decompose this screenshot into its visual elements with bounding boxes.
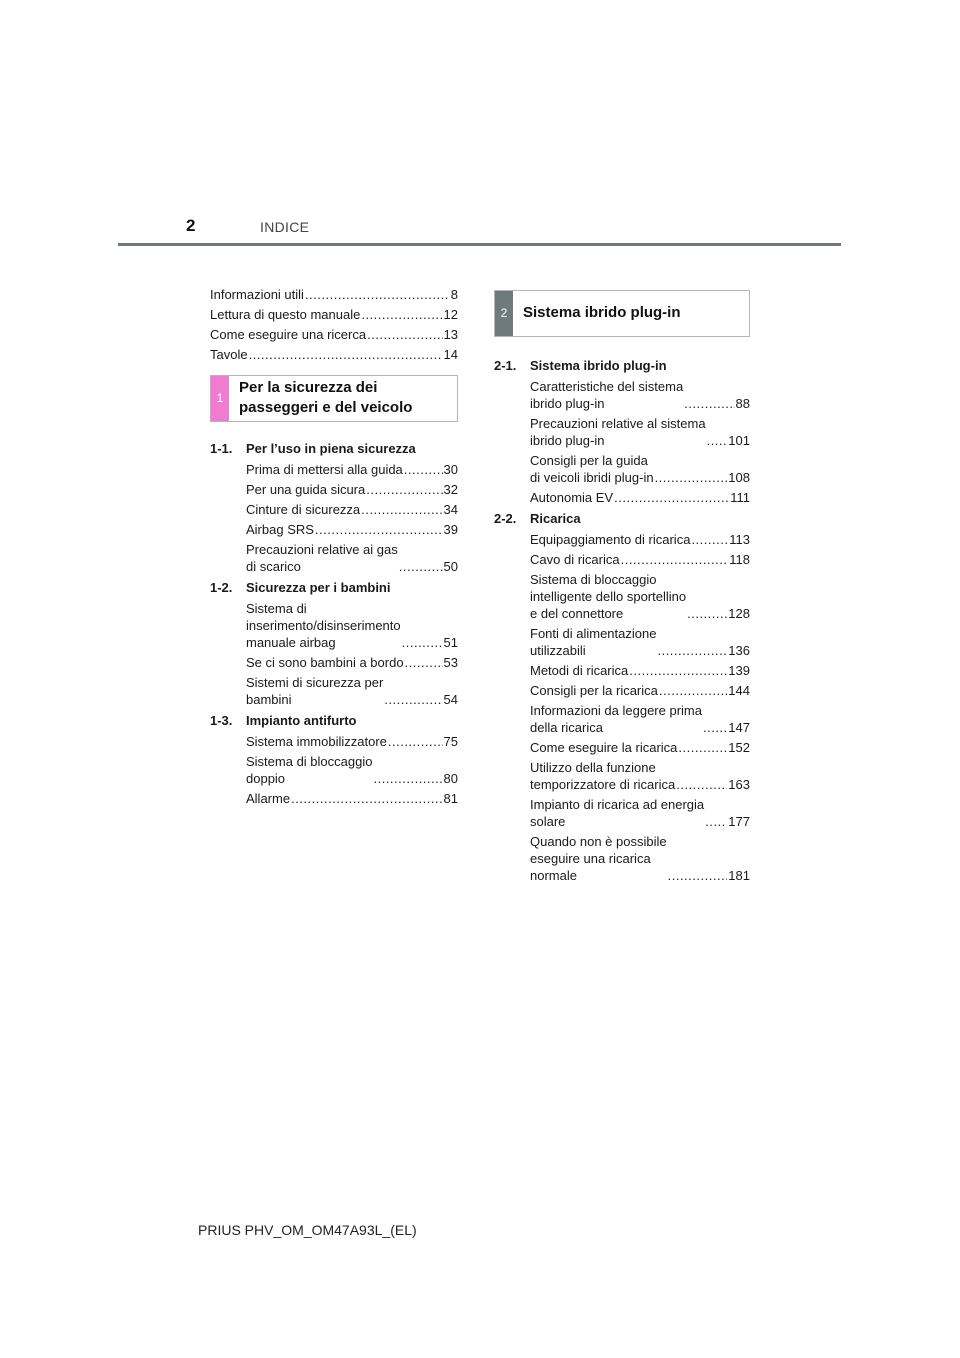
toc-entry-text: Precauzioni relative ai gas di scarico <box>246 542 398 574</box>
toc-entry[interactable] <box>246 521 458 538</box>
toc-leader-dots <box>629 662 727 679</box>
toc-entry-text: Informazioni da leggere prima della ricarica <box>530 703 702 735</box>
intro-list <box>210 286 458 363</box>
subsection-title: Sistema ibrido plug-in <box>530 358 667 373</box>
toc-entry-text: Metodi di ricarica <box>530 663 629 678</box>
toc-leader-dots <box>614 489 729 506</box>
toc-page-number: 128 <box>728 606 750 621</box>
toc-page-number: 50 <box>443 559 458 574</box>
subsection-items <box>210 600 458 708</box>
toc-entry[interactable] <box>530 739 750 756</box>
toc-entry-text: Sistema di bloccaggio doppio <box>246 754 373 786</box>
toc-page-number: 30 <box>443 462 458 477</box>
toc-entry[interactable] <box>530 452 750 486</box>
toc-leader-dots <box>404 461 443 478</box>
toc-entry[interactable] <box>530 796 750 830</box>
section-2-header[interactable] <box>494 290 750 337</box>
toc-page-number: 80 <box>443 771 458 786</box>
subsection-heading[interactable] <box>494 510 750 527</box>
toc-leader-dots <box>305 286 450 303</box>
toc-entry-text: Come eseguire la ricarica <box>530 740 678 755</box>
toc-leader-dots <box>249 346 443 363</box>
toc-leader-dots <box>676 776 727 793</box>
footer-code: PRIUS PHV_OM_OM47A93L_(EL) <box>198 1222 417 1238</box>
toc-leader-dots <box>402 634 443 651</box>
toc-page-number: 136 <box>728 643 750 658</box>
toc-entry[interactable] <box>530 833 750 884</box>
toc-page-number: 75 <box>443 734 458 749</box>
toc-entry[interactable] <box>530 415 750 449</box>
section-1-title: Per la sicurezza dei passeggeri e del veicolo <box>239 379 413 416</box>
toc-page-number: 8 <box>450 287 458 302</box>
toc-entry-text: Utilizzo della funzione temporizzatore di ricarica <box>530 760 676 792</box>
toc-page-number: 81 <box>443 791 458 806</box>
toc-entry[interactable] <box>530 662 750 679</box>
toc-page-number: 144 <box>728 683 750 698</box>
toc-page-number: 12 <box>443 307 458 322</box>
toc-leader-dots <box>399 558 443 575</box>
subsection-number: 1-3. <box>210 713 233 728</box>
toc-entry-text: Per una guida sicura <box>246 482 366 497</box>
subsection-items <box>494 531 750 884</box>
toc-entry-text: Sistema immobilizzatore <box>246 734 387 749</box>
toc-entry-text: Equipaggiamento di ricarica <box>530 532 691 547</box>
subsection-title: Ricarica <box>530 511 581 526</box>
toc-entry[interactable] <box>246 600 458 651</box>
toc-leader-dots <box>684 395 734 412</box>
subsection-heading[interactable] <box>494 357 750 374</box>
subsection-heading[interactable] <box>210 712 458 729</box>
toc-entry-text: Sistema di inserimento/disinserimento manuale airbag <box>246 601 401 650</box>
page-title: INDICE <box>260 219 310 235</box>
toc-leader-dots <box>366 481 442 498</box>
section-2-title: Sistema ibrido plug-in <box>523 304 681 321</box>
toc-page-number: 51 <box>443 635 458 650</box>
toc-page-number: 111 <box>730 490 750 505</box>
toc-leader-dots <box>691 531 728 548</box>
subsection-heading[interactable] <box>210 440 458 457</box>
toc-page-number: 163 <box>728 777 750 792</box>
toc-page-number: 34 <box>443 502 458 517</box>
section-2-tab: 2 <box>495 291 513 336</box>
toc-entry[interactable] <box>246 541 458 575</box>
toc-entry[interactable] <box>246 733 458 750</box>
toc-entry[interactable] <box>246 674 458 708</box>
toc-entry-text: Lettura di questo manuale <box>210 307 361 322</box>
toc-entry[interactable] <box>530 682 750 699</box>
toc-entry[interactable] <box>246 654 458 671</box>
toc-entry[interactable] <box>246 753 458 787</box>
section-1-tab: 1 <box>211 376 229 421</box>
subsection-number: 1-1. <box>210 441 233 456</box>
toc-entry-text: Airbag SRS <box>246 522 314 537</box>
toc-leader-dots <box>668 867 728 884</box>
toc-leader-dots <box>315 521 443 538</box>
toc-entry[interactable] <box>530 571 750 622</box>
toc-page-number: 53 <box>443 655 458 670</box>
toc-leader-dots <box>705 813 727 830</box>
toc-entry[interactable] <box>530 551 750 568</box>
toc-entry[interactable] <box>246 481 458 498</box>
toc-entry[interactable] <box>210 286 458 303</box>
toc-leader-dots <box>405 654 443 671</box>
toc-entry-text: Informazioni utili <box>210 287 304 302</box>
toc-leader-dots <box>384 691 442 708</box>
toc-leader-dots <box>678 739 727 756</box>
subsection-title: Impianto antifurto <box>246 713 357 728</box>
subsection-items <box>210 733 458 807</box>
toc-entry-text: Tavole <box>210 347 248 362</box>
toc-leader-dots <box>291 790 442 807</box>
section-1-header[interactable] <box>210 375 458 422</box>
toc-entry-text: Allarme <box>246 791 291 806</box>
toc-leader-dots <box>373 770 442 787</box>
toc-entry-text: Sistemi di sicurezza per bambini <box>246 675 384 707</box>
header-rule <box>118 243 841 246</box>
toc-entry-text: Caratteristiche del sistema ibrido plug-in <box>530 379 684 411</box>
toc-leader-dots <box>367 326 442 343</box>
subsection-heading[interactable] <box>210 579 458 596</box>
toc-entry-text: Come eseguire una ricerca <box>210 327 367 342</box>
toc-page-number: 88 <box>735 396 750 411</box>
toc-entry-text: Consigli per la ricarica <box>530 683 658 698</box>
toc-entry-text: Autonomia EV <box>530 490 614 505</box>
toc-entry[interactable] <box>530 759 750 793</box>
toc-page-number: 32 <box>443 482 458 497</box>
toc-entry-text: Cinture di sicurezza <box>246 502 361 517</box>
toc-entry[interactable] <box>530 625 750 659</box>
toc-leader-dots <box>655 469 728 486</box>
toc-page-number: 177 <box>728 814 750 829</box>
toc-page-number: 147 <box>728 720 750 735</box>
toc-page-number: 13 <box>443 327 458 342</box>
toc-leader-dots <box>657 642 727 659</box>
toc-entry-text: Precauzioni relative al sistema ibrido plug-in <box>530 416 706 448</box>
section-1-contents <box>210 440 458 807</box>
toc-page-number: 14 <box>443 347 458 362</box>
subsection-items <box>494 378 750 506</box>
toc-leader-dots <box>687 605 727 622</box>
page-number: 2 <box>186 216 196 235</box>
toc-entry[interactable] <box>530 531 750 548</box>
toc-entry[interactable] <box>246 790 458 807</box>
subsection-number: 2-1. <box>494 358 517 373</box>
toc-entry-text: Consigli per la guida di veicoli ibridi plug-in <box>530 453 654 485</box>
toc-right-column <box>494 290 750 888</box>
toc-page-number: 181 <box>728 868 750 883</box>
toc-leader-dots <box>621 551 729 568</box>
subsection-title: Sicurezza per i bambini <box>246 580 391 595</box>
toc-leader-dots <box>361 501 442 518</box>
toc-page-number: 39 <box>443 522 458 537</box>
toc-entry-text: Impianto di ricarica ad energia solare <box>530 797 705 829</box>
toc-leader-dots <box>703 719 727 736</box>
toc-entry[interactable] <box>530 378 750 412</box>
toc-entry-text: Se ci sono bambini a bordo <box>246 655 404 670</box>
toc-entry-text: Cavo di ricarica <box>530 552 620 567</box>
toc-leader-dots <box>659 682 727 699</box>
toc-left-column <box>210 286 458 811</box>
toc-leader-dots <box>388 733 443 750</box>
toc-entry[interactable] <box>530 702 750 736</box>
toc-page-number: 113 <box>729 532 750 547</box>
toc-entry[interactable] <box>246 461 458 478</box>
toc-page-number: 54 <box>443 692 458 707</box>
toc-leader-dots <box>361 306 442 323</box>
toc-entry[interactable] <box>210 346 458 363</box>
toc-entry-text: Prima di mettersi alla guida <box>246 462 403 477</box>
toc-page-number: 108 <box>728 470 750 485</box>
toc-entry[interactable] <box>210 306 458 323</box>
toc-page-number: 152 <box>728 740 750 755</box>
toc-entry-text: Quando non è possibile eseguire una ricarica normale <box>530 834 667 883</box>
toc-leader-dots <box>707 432 728 449</box>
toc-entry[interactable] <box>210 326 458 343</box>
toc-page-number: 118 <box>729 552 750 567</box>
subsection-number: 2-2. <box>494 511 517 526</box>
subsection-title: Per l’uso in piena sicurezza <box>246 441 416 456</box>
toc-entry-text: Fonti di alimentazione utilizzabili <box>530 626 657 658</box>
toc-entry[interactable] <box>246 501 458 518</box>
toc-entry[interactable] <box>530 489 750 506</box>
section-2-contents <box>494 357 750 884</box>
toc-page-number: 139 <box>728 663 750 678</box>
toc-entry-text: Sistema di bloccaggio intelligente dello sportellino e del connettore <box>530 572 687 621</box>
toc-page-number: 101 <box>728 433 750 448</box>
subsection-items <box>210 461 458 575</box>
subsection-number: 1-2. <box>210 580 233 595</box>
